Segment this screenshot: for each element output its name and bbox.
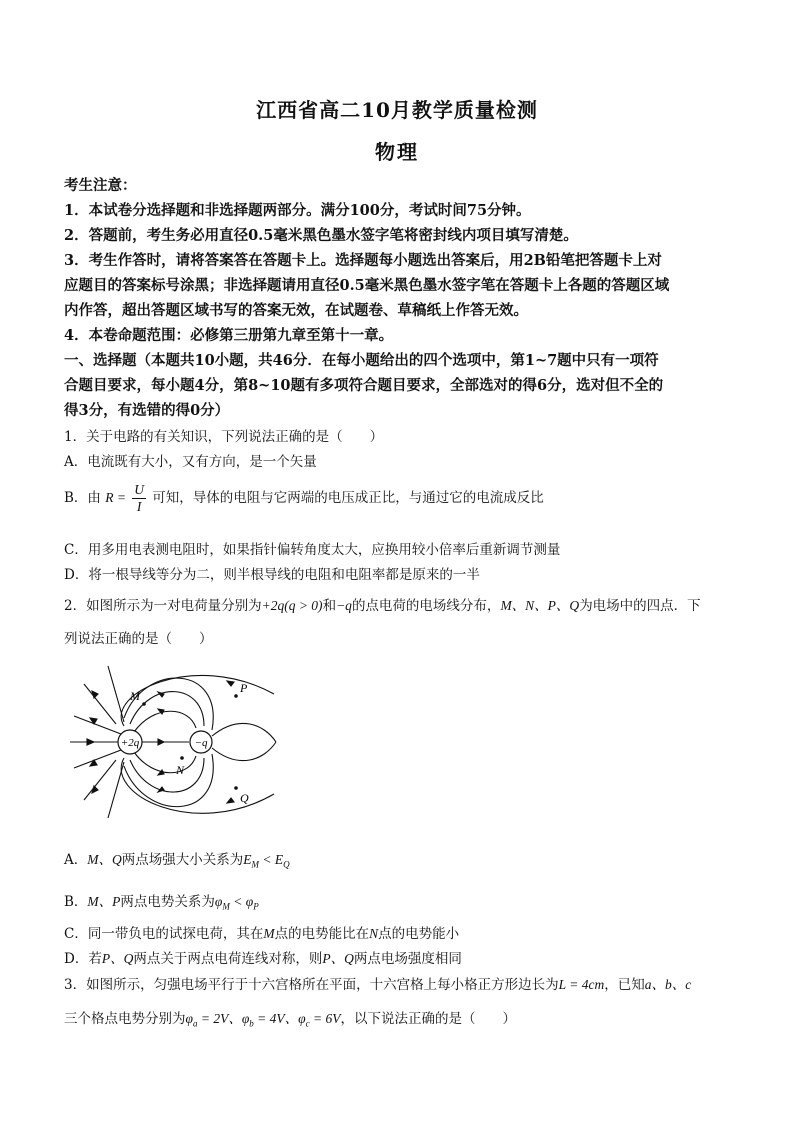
point-n-label: N [176,763,185,777]
point-m-dot [142,702,146,706]
q3-phi-value: = 2V、 [197,1011,242,1026]
q3-stem-text: 三个格点电势分别为 [64,1011,186,1027]
q2-b-prefix: B． [64,894,88,910]
exam-title: 江西省高二10月教学质量检测 [256,98,538,122]
q2-b-math: φ [214,894,223,909]
q2-d-points: P、Q [322,951,354,966]
q3-phi-value: = 4V、 [253,1011,299,1026]
q1-b-denominator: I [136,499,142,514]
q2-d-points: P、Q [101,951,134,966]
q2-stem-text: 的点电荷的电场线分布， [351,598,501,614]
q2-a-math: E [243,852,252,867]
q2-a-points: M、Q [87,852,122,867]
q3-phi-sub: b [249,1018,254,1029]
q2-c-text: 点的电势能比在 [274,926,370,942]
q2-a-math: < E [259,852,284,867]
q2-b-text: 两点电势关系为 [120,894,215,910]
q1-b-numerator: U [134,482,144,497]
q3-stem-text: ，已知 [604,977,645,993]
notice-item: 内作答，超出答题区域书写的答案无效，在试题卷、草稿纸上作答无效。 [64,302,528,319]
notice-item: 4．本卷命题范围：必修第三册第九章至第十一章。 [64,327,394,344]
q2-c-point: M [263,926,275,941]
q1-b-fraction [132,482,146,515]
section-instructions: 一、选择题（本题共10小题，共46分．在每小题给出的四个选项中，第1~7题中只有一项符 [64,352,659,369]
q3-phi: φ [185,1011,193,1026]
q2-a-text: 两点场强大小关系为 [121,852,244,868]
q2-a-prefix: A． [64,852,88,868]
q1-stem: 1．关于电路的有关知识，下列说法正确的是（ ） [64,429,384,445]
q1-option-b [64,482,754,515]
q1-option-a: A．电流既有大小，又有方向，是一个矢量 [64,454,317,470]
q2-charge1: +2q(q > 0) [261,598,323,613]
q3-phi-value: = 6V [309,1011,341,1026]
q3-phi: φ [298,1011,306,1026]
q3-stem [64,973,754,993]
notice-item: 2．答题前，考生务必用直径0.5毫米黑色墨水签字笔将密封线内项目填写清楚。 [64,227,578,244]
positive-charge-label: +2q [120,737,140,749]
point-q-dot [234,786,238,790]
q2-b-points: M、P [87,894,121,909]
q2-points: M、N、P、Q [500,598,580,613]
section-instructions: 得3分，有选错的得0分） [64,402,230,419]
q2-c-text: C．同一带负电的试探电荷，其在 [64,926,264,942]
q2-b-sub: P [253,901,259,912]
q2-option-a [64,848,754,870]
q2-d-text: 两点电场强度相同 [353,951,462,967]
notice-item: 应题目的答案标号涂黑；非选择题请用直径0.5毫米黑色墨水签字笔在答题卡上各题的答题区域 [64,277,670,294]
q2-stem-text: 为电场中的四点．下 [579,598,701,614]
notice-item: 1．本试卷分选择题和非选择题两部分。满分100分，考试时间75分钟。 [64,202,531,219]
q2-stem-text: 2．如图所示为一对电荷量分别为 [64,598,262,614]
q2-charge2: −q [336,598,352,613]
point-n-dot [180,756,184,760]
q3-length: L = 4cm [558,977,605,992]
q1-b-suffix: 可知，导体的电阻与它两端的电压成正比，与通过它的电流成反比 [152,490,544,506]
notice-item: 3．考生作答时，请将答案答在答题卡上。选择题每小题选出答案后，用2B铅笔把答题卡上对 [64,252,662,269]
q2-a-sub: M [251,859,259,870]
q3-stem-text: 3．如图所示，匀强电场平行于十六宫格所在平面，十六宫格上每小格正方形边长为 [64,977,559,993]
q2-stem [64,594,754,614]
q1-b-lhs: R = [105,490,126,505]
q2-stem-text: 和 [322,598,337,614]
q3-phi-sub: a [192,1018,198,1029]
q3-phi-sub: c [305,1018,310,1029]
q3-stem-line2 [64,1007,754,1029]
q2-d-text: D．若 [64,951,102,967]
q2-b-sub: M [222,901,230,912]
q2-option-b [64,890,754,912]
q2-stem-line2: 列说法正确的是（ ） [64,631,213,647]
q2-option-d [64,947,754,967]
notice-heading: 考生注意： [64,177,137,194]
q2-d-text: 两点关于两点电荷连线对称，则 [133,951,323,967]
point-p-label: P [240,681,248,695]
q1-option-d: D．将一根导线等分为二，则半根导线的电阻和电阻率都是原来的一半 [64,567,480,583]
q2-option-c [64,922,754,942]
q2-c-point: N [369,926,379,941]
q1-option-c: C．用多用电表测电阻时，如果指针偏转角度太大，应换用较小倍率后重新调节测量 [64,542,561,558]
q3-stem-text: ，以下说法正确的是（ ） [340,1011,516,1027]
q2-b-math: < φ [229,894,254,909]
electric-field-figure [64,654,284,836]
point-q-label: Q [240,791,249,805]
q3-phi: φ [241,1011,250,1026]
q1-b-prefix: B．由 [64,490,101,506]
point-m-label: M [130,689,140,703]
subject-title: 物理 [375,140,419,164]
negative-charge-label: −q [194,737,208,749]
q2-a-sub: Q [283,859,290,870]
point-p-dot [234,694,238,698]
section-instructions: 合题目要求，每小题4分，第8~10题有多项符合题目要求，全部选对的得6分，选对但不全的 [64,377,664,394]
q2-c-text: 点的电势能小 [378,926,460,942]
q3-points: a、b、c [644,977,692,992]
